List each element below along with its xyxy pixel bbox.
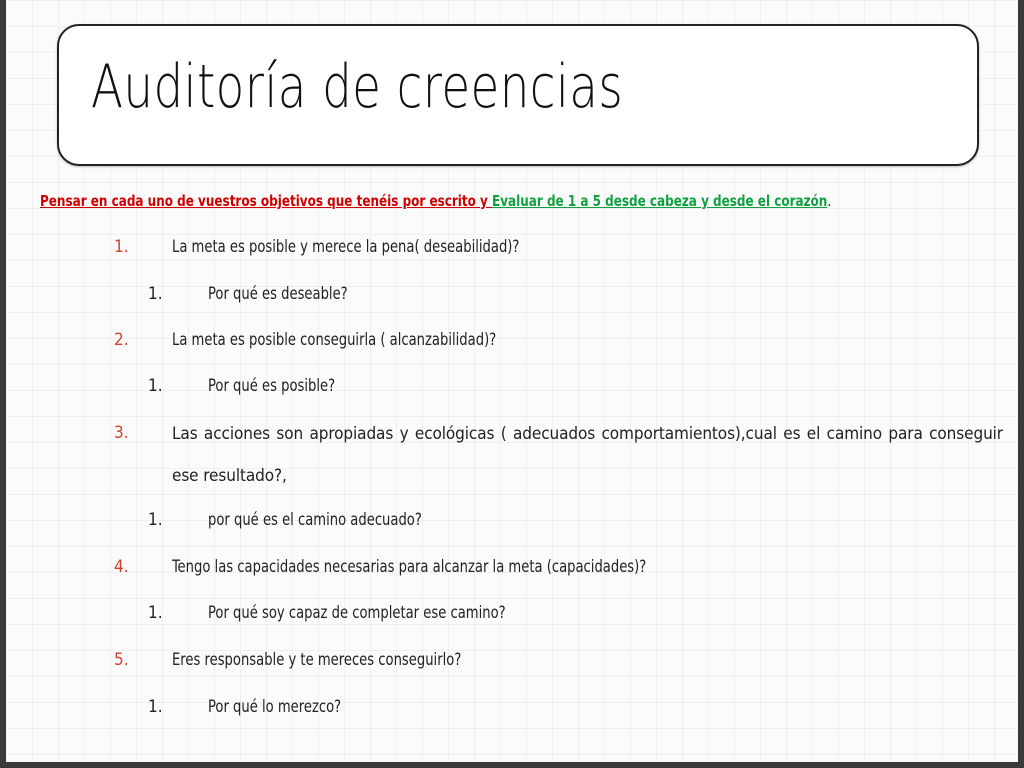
intro-green-text: Evaluar de 1 a 5 desde cabeza y desde el corazón: [492, 192, 828, 210]
title-box: [57, 24, 979, 166]
list-number: 2.: [114, 330, 129, 350]
list-number: 4.: [114, 557, 129, 577]
list-text: Las acciones son apropiadas y ecológicas ( adecuados comportamientos),cual es el camino para conseguir ese resultado?,: [172, 424, 1003, 486]
sub-list-number: 1.: [148, 376, 163, 396]
list-text: Eres responsable y te mereces conseguirlo?: [172, 650, 462, 670]
list-text: Tengo las capacidades necesarias para alcanzar la meta (capacidades)?: [172, 557, 647, 577]
sub-list-text: Por qué es posible?: [208, 376, 336, 396]
list-number: 5.: [114, 650, 129, 670]
intro-red-text: Pensar en cada uno de vuestros objetivos que tenéis por escrito y: [40, 192, 493, 210]
list-number: 1.: [114, 237, 129, 257]
sub-list-text: Por qué soy capaz de completar ese camino?: [208, 603, 506, 623]
list-number: 3.: [114, 423, 129, 443]
intro-line: [40, 192, 866, 210]
sub-list-text: Por qué lo merezco?: [208, 697, 342, 717]
sub-list-number: 1.: [148, 603, 163, 623]
sub-list-text: por qué es el camino adecuado?: [208, 510, 422, 530]
sub-list-number: 1.: [148, 697, 163, 717]
sub-list-number: 1.: [148, 284, 163, 304]
intro-tail: .: [827, 192, 832, 210]
sub-list-number: 1.: [148, 510, 163, 530]
sub-list-text: Por qué es deseable?: [208, 284, 348, 304]
list-text: La meta es posible y merece la pena( deseabilidad)?: [172, 237, 520, 257]
list-text: La meta es posible conseguirla ( alcanzabilidad)?: [172, 330, 497, 350]
slide-title: Auditoría de creencias: [91, 52, 624, 122]
